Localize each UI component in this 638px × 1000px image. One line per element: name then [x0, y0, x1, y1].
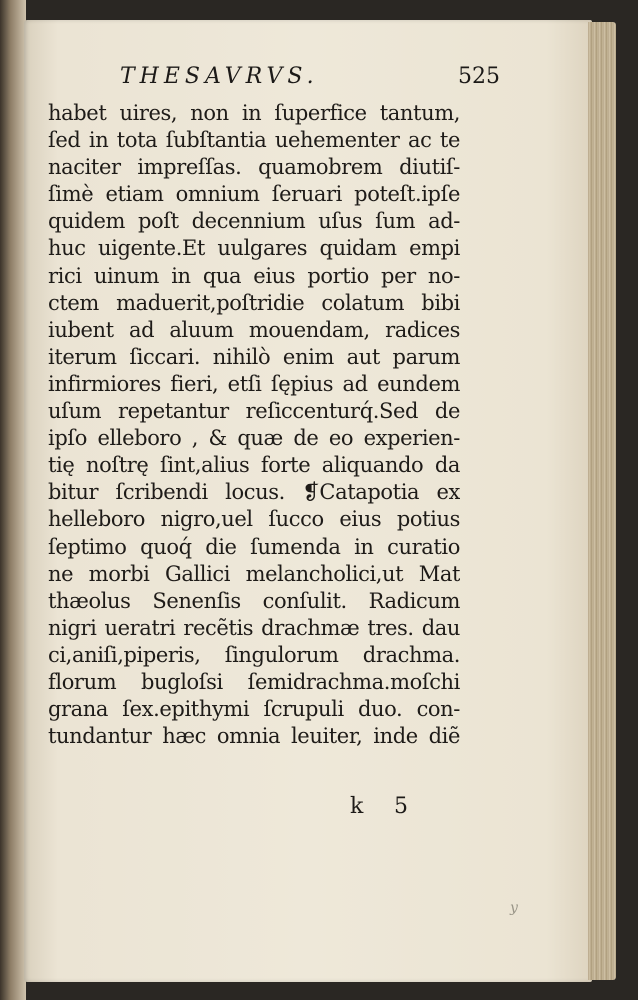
text-line: ſed in tota ſubſtantia uehementer ac te: [48, 128, 460, 153]
running-head: [120, 64, 500, 92]
running-title: THESAVRVS.: [120, 64, 319, 89]
text-line: naciter impreſſas. quamobrem diutiſ-: [48, 155, 460, 180]
binding-edge: [0, 0, 26, 1000]
page-fore-edge: [588, 22, 616, 980]
text-line: ne morbi Gallici melancholici,ut Mat: [48, 561, 460, 586]
text-line: ſimè etiam omnium ſeruari poteſt.ipſe: [48, 182, 460, 207]
text-line: quidem poſt decennium uſus ſum ad-: [48, 209, 460, 234]
page-number: 525: [458, 64, 500, 89]
text-line: helleboro nigro,uel ſucco eius potius: [48, 507, 460, 532]
text-line: huc uigente.Et uulgares quidam empi: [48, 236, 460, 261]
text-line: rici uinum in qua eius portio per no-: [48, 263, 460, 288]
text-line: uſum repetantur reſiccenturq́.Sed de: [48, 399, 460, 424]
text-line: bitur ſcribendi locus. ❡Catapotia ex: [48, 480, 460, 505]
text-line: grana ſex.epithymi ſcrupuli duo. con-: [48, 697, 460, 722]
text-line: ſeptimo quoq́ die ſumenda in curatio: [48, 534, 460, 559]
text-line: habet uires, non in ſuperfice tantum,: [48, 101, 460, 125]
text-line: tię noſtrę ſint,alius forte aliquando da: [48, 453, 460, 478]
text-line: ci,aniſi,piperis, ſingulorum drachma.: [48, 642, 460, 667]
text-line: iterum ſiccari. nihilò enim aut parum: [48, 344, 460, 369]
signature-number: 5: [394, 794, 408, 819]
text-line: thæolus Senenſis conſulit. Radicum: [48, 588, 460, 613]
signature-mark: [350, 794, 408, 819]
text-line: iubent ad aluum mouendam, radices: [48, 317, 460, 342]
pencil-annotation: y: [510, 900, 518, 916]
body-text: [48, 100, 460, 750]
text-line: ctem maduerit,poſtridie colatum bibi: [48, 290, 460, 315]
text-line: tundantur hæc omnia leuiter, inde diẽ: [48, 724, 460, 749]
text-line: infirmiores fieri, etſi ſępius ad eundem: [48, 371, 460, 396]
text-line: florum bugloſsi ſemidrachma.moſchi: [48, 669, 460, 694]
signature-letter: k: [350, 794, 364, 819]
text-line: ipſo elleboro , & quæ de eo experien-: [48, 426, 460, 451]
text-line: nigri ueratri recẽtis drachmæ tres. dau: [48, 615, 460, 640]
